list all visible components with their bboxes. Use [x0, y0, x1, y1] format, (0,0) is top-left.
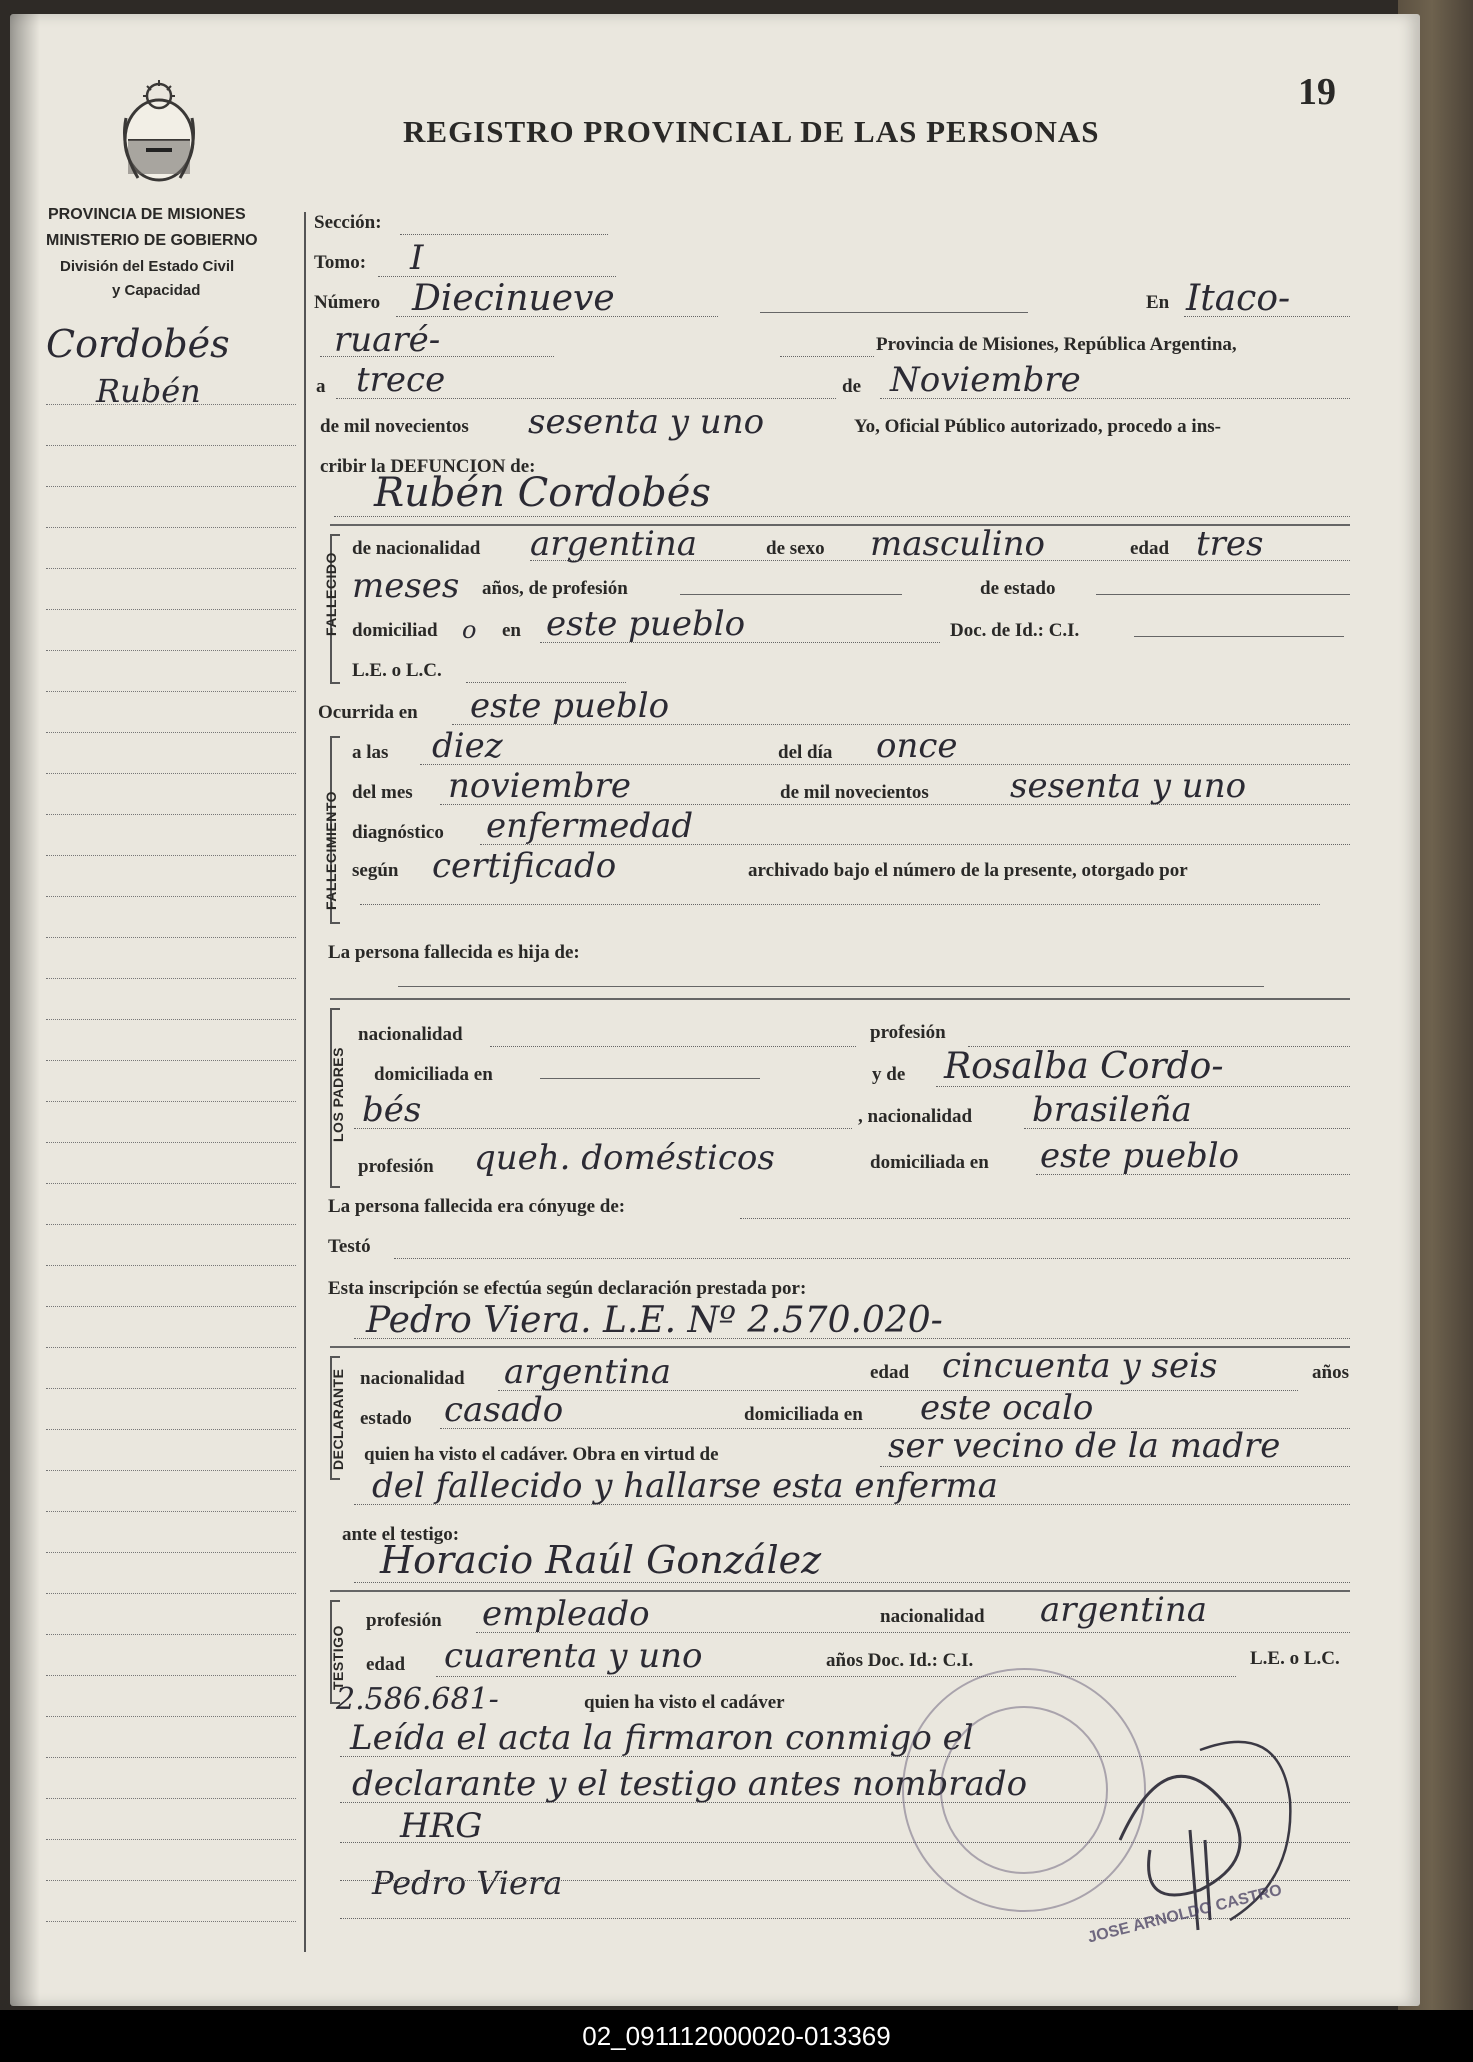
- sidebar-ruled-line: [46, 527, 296, 528]
- prof-testigo-line: [476, 1632, 1350, 1633]
- segun-line: [360, 904, 1320, 905]
- hand-prof-madre: queh. domésticos: [474, 1138, 775, 1178]
- label-nacionalidad-3: , nacionalidad: [858, 1106, 973, 1127]
- label-archivado: archivado bajo el número de la presente, otorgado por: [748, 860, 1188, 881]
- label-testo: Testó: [328, 1236, 371, 1257]
- hand-segun: certificado: [432, 846, 617, 886]
- sidebar-ruled-line: [46, 1552, 296, 1553]
- hand-leida-1: Leída el acta la firmaron conmigo el: [350, 1718, 974, 1758]
- nombre-line: [334, 516, 1350, 517]
- sidebar-ruled-line: [46, 1634, 296, 1635]
- label-de-mil: de mil novecientos: [320, 416, 469, 437]
- section-padres: LOS PADRES: [330, 1047, 346, 1142]
- sidebar-ruled-line: [46, 1388, 296, 1389]
- label-de-mil-novecientos: de mil novecientos: [780, 782, 929, 803]
- hand-edad: tres: [1196, 524, 1264, 564]
- hand-en: Itaco-: [1186, 278, 1291, 319]
- madre2-line: [354, 1128, 852, 1129]
- label-tomo: Tomo:: [314, 252, 367, 273]
- label-ocurrida: Ocurrida en: [318, 702, 418, 723]
- sidebar-ruled-line: [46, 1470, 296, 1471]
- label-conyuge: La persona fallecida era cónyuge de:: [328, 1196, 626, 1217]
- estado-line: [1096, 594, 1350, 595]
- hand-madre: Rosalba Cordo-: [944, 1046, 1224, 1087]
- section-fallecido: FALLECIDO: [323, 552, 339, 636]
- label-doc: Doc. de Id.: C.I.: [950, 620, 1080, 641]
- sidebar-ruled-line: [46, 1880, 296, 1881]
- label-a: a: [316, 376, 326, 397]
- label-del-mes: del mes: [352, 782, 413, 803]
- nacionalidad-line: [530, 560, 1350, 561]
- hand-mes: Noviembre: [890, 360, 1081, 400]
- label-edad-3: edad: [366, 1654, 406, 1675]
- hand-domicilio: este pueblo: [546, 604, 746, 644]
- virtud-line-2: [354, 1504, 1350, 1505]
- nac-madre-line: [1024, 1128, 1350, 1129]
- sidebar-ruled-line: [46, 1019, 296, 1020]
- section-testigo: TESTIGO: [330, 1625, 346, 1690]
- label-anos-2: años: [1312, 1362, 1349, 1383]
- sidebar-ruled-line: [46, 1757, 296, 1758]
- nacionalidad-2-line: [490, 1046, 856, 1047]
- label-nacionalidad: de nacionalidad: [352, 538, 481, 559]
- hand-madre-2: bés: [362, 1090, 422, 1130]
- page-number: 19: [1298, 71, 1336, 113]
- hand-estado-decl: casado: [444, 1390, 564, 1430]
- label-y-de: y de: [872, 1064, 906, 1085]
- label-inscripcion: Esta inscripción se efectúa según declaración prestada por:: [328, 1278, 807, 1299]
- hand-edad-testigo: cuarenta y uno: [444, 1636, 703, 1676]
- hand-diagnostico: enfermedad: [486, 806, 694, 846]
- label-quien-2: quien ha visto el cadáver: [584, 1692, 785, 1713]
- a-las-line: [420, 764, 1350, 765]
- label-en-2: en: [502, 620, 521, 641]
- numero-line: [396, 316, 718, 317]
- label-domiciliada-en-2: domiciliada en: [870, 1152, 989, 1173]
- en2-line-2: [780, 356, 874, 357]
- label-estado: estado: [360, 1408, 412, 1429]
- sidebar-ruled-line: [46, 1265, 296, 1266]
- hand-domiciliad-suffix: o: [462, 616, 477, 644]
- mes-line: [880, 398, 1350, 399]
- label-quien: quien ha visto el cadáver. Obra en virtud de: [364, 1444, 719, 1465]
- label-hija-de: La persona fallecida es hija de:: [328, 942, 580, 963]
- label-del-dia: del día: [778, 742, 833, 763]
- margin-rule: [304, 212, 306, 1952]
- label-domiciliada-en: domiciliada en: [374, 1064, 493, 1085]
- sidebar-capacity: y Capacidad: [112, 282, 201, 299]
- seccion-line: [400, 234, 608, 235]
- sidebar-ruled-line: [46, 1101, 296, 1102]
- hand-nac-decl: argentina: [504, 1352, 672, 1392]
- label-de-estado: de estado: [980, 578, 1056, 599]
- label-domiciliada-3: domiciliada en: [744, 1404, 863, 1425]
- hand-testigo: Horacio Raúl González: [380, 1538, 822, 1582]
- doc-line: [1134, 636, 1344, 637]
- sidebar-ruled-line: [46, 1716, 296, 1717]
- hand-meses: meses: [352, 566, 460, 606]
- sidebar-ruled-line: [46, 1224, 296, 1225]
- label-provincia: Provincia de Misiones, República Argentina,: [876, 334, 1237, 355]
- label-oficial: Yo, Oficial Público autorizado, procedo a ins-: [854, 416, 1221, 437]
- hand-declarante: Pedro Viera. L.E. Nº 2.570.020-: [366, 1300, 943, 1341]
- sidebar-ruled-line: [46, 650, 296, 651]
- hand-anio-fallecimiento: sesenta y uno: [1010, 766, 1247, 806]
- hand-virtud-1: ser vecino de la madre: [888, 1426, 1281, 1466]
- tomo-line: [378, 276, 616, 277]
- label-nacionalidad-5: nacionalidad: [880, 1606, 985, 1627]
- sidebar-ruled-line: [46, 1839, 296, 1840]
- sidebar-ministry: MINISTERIO DE GOBIERNO: [46, 232, 258, 249]
- hand-edad-decl: cincuenta y seis: [942, 1346, 1218, 1386]
- sidebar-hand-surname: Cordobés: [46, 322, 230, 366]
- hand-nac-testigo: argentina: [1040, 1590, 1208, 1630]
- sidebar-ruled-line: [46, 445, 296, 446]
- hand-dom-decl: este ocalo: [920, 1388, 1094, 1428]
- hand-numero: Diecinueve: [412, 278, 615, 319]
- label-profesion: profesión: [870, 1022, 946, 1043]
- label-segun: según: [352, 860, 399, 881]
- y-de-line: [936, 1086, 1350, 1087]
- testigo-name-line: [354, 1582, 1350, 1583]
- sidebar-ruled-line: [46, 404, 296, 405]
- sidebar-ruled-line: [46, 1429, 296, 1430]
- sidebar-ruled-line: [46, 691, 296, 692]
- label-seccion: Sección:: [314, 212, 382, 233]
- hija-line: [398, 986, 1264, 987]
- hand-leida-2: declarante y el testigo antes nombrado: [352, 1764, 1028, 1804]
- hand-nac-madre: brasileña: [1032, 1090, 1192, 1130]
- label-ante: ante el testigo:: [342, 1524, 460, 1545]
- signature-declarante: Pedro Viera: [372, 1864, 563, 1902]
- sidebar-ruled-line: [46, 1142, 296, 1143]
- sidebar-province: PROVINCIA DE MISIONES: [48, 206, 246, 223]
- sidebar-ruled-line: [46, 1593, 296, 1594]
- sidebar-ruled-line: [46, 732, 296, 733]
- hand-en2: ruaré-: [334, 320, 441, 360]
- domicilio-line: [540, 642, 940, 643]
- label-a-las: a las: [352, 742, 389, 763]
- hand-nombre: Rubén Cordobés: [374, 470, 711, 516]
- label-domiciliad: domiciliad: [352, 620, 438, 641]
- le-lc-line: [466, 682, 626, 683]
- page-title: REGISTRO PROVINCIAL DE LAS PERSONAS: [403, 114, 1100, 149]
- edad-testigo-line: [436, 1676, 1236, 1677]
- label-anos-profesion: años, de profesión: [482, 578, 628, 599]
- diagnostico-line: [480, 844, 1350, 845]
- dia-line: [336, 398, 836, 399]
- label-diagnostico: diagnóstico: [352, 822, 444, 843]
- sidebar-ruled-line: [46, 1306, 296, 1307]
- sidebar-ruled-line: [46, 1183, 296, 1184]
- sidebar-ruled-line: [46, 1060, 296, 1061]
- dom-madre-line: [1036, 1174, 1350, 1175]
- sidebar-ruled-line: [46, 937, 296, 938]
- hand-virtud-2: del fallecido y hallarse esta enferma: [372, 1466, 998, 1506]
- section-declarante: DECLARANTE: [330, 1368, 346, 1470]
- hand-sexo: masculino: [870, 524, 1046, 564]
- stamp-text: JOSE ARNOLDO CASTRO: [1086, 1881, 1284, 1947]
- sidebar-ruled-line: [46, 1921, 296, 1922]
- sidebar-ruled-line: [46, 568, 296, 569]
- sidebar-hand-name: Rubén: [96, 372, 201, 410]
- label-de-sexo: de sexo: [766, 538, 825, 559]
- testo-line: [394, 1258, 1350, 1259]
- sidebar-ruled-line: [46, 1511, 296, 1512]
- section-fallecimiento: FALLECIMIENTO: [323, 790, 339, 910]
- label-le-lc: L.E. o L.C.: [352, 660, 442, 681]
- hand-doc-testigo: 2.586.681-: [336, 1682, 499, 1717]
- sidebar-ruled-line: [46, 978, 296, 979]
- domiciliada-line: [540, 1078, 760, 1079]
- label-edad: edad: [1130, 538, 1170, 559]
- label-nacionalidad-2: nacionalidad: [358, 1024, 463, 1045]
- profesion-line: [680, 594, 902, 595]
- sidebar-ruled-line: [46, 1347, 296, 1348]
- sidebar-ruled-line: [46, 855, 296, 856]
- hand-prof-testigo: empleado: [482, 1594, 650, 1634]
- label-profesion-2: profesión: [358, 1156, 434, 1177]
- sidebar-ruled-line: [46, 773, 296, 774]
- hand-dia-fallecimiento: once: [876, 726, 958, 766]
- declarante-name-line: [354, 1338, 1350, 1339]
- hand-tomo: I: [410, 238, 424, 278]
- hand-dom-madre: este pueblo: [1040, 1136, 1240, 1176]
- label-nacionalidad-4: nacionalidad: [360, 1368, 465, 1389]
- label-de: de: [842, 376, 861, 397]
- hand-anio: sesenta y uno: [528, 402, 765, 442]
- spine-shadow: [10, 14, 40, 2006]
- sidebar-ruled-line: [46, 1798, 296, 1799]
- label-le-lc-2: L.E. o L.C.: [1250, 1648, 1340, 1669]
- label-anos-doc: años Doc. Id.: C.I.: [826, 1650, 974, 1671]
- en2-line: [320, 356, 554, 357]
- numero-line-2: [760, 312, 1028, 313]
- conyuge-line: [740, 1218, 1350, 1219]
- hand-dia: trece: [356, 360, 446, 400]
- coat-of-arms-icon: [118, 78, 200, 190]
- nac-decl-line: [498, 1390, 1298, 1391]
- hand-mes-fallecimiento: noviembre: [448, 766, 631, 806]
- hand-ocurrida: este pueblo: [470, 686, 670, 726]
- label-cribir: cribir la DEFUNCION de:: [320, 456, 536, 477]
- ocurrida-line: [452, 724, 1350, 725]
- sidebar-ruled-line: [46, 896, 296, 897]
- label-numero: Número: [314, 292, 381, 313]
- sidebar-ruled-line: [46, 814, 296, 815]
- sidebar-ruled-line: [46, 486, 296, 487]
- sidebar-ruled-line: [46, 1675, 296, 1676]
- label-profesion-3: profesión: [366, 1610, 442, 1631]
- image-footer: 02_091112000020-013369: [0, 2010, 1473, 2062]
- sidebar-ruled-line: [46, 609, 296, 610]
- hand-nacionalidad: argentina: [530, 524, 698, 564]
- label-en: En: [1146, 292, 1170, 313]
- signature-testigo: HRG: [400, 1806, 483, 1846]
- padres-top-rule: [330, 998, 1350, 1000]
- sidebar-division: División del Estado Civil: [60, 258, 235, 275]
- del-mes-line: [440, 804, 1350, 805]
- hand-hora: diez: [432, 726, 503, 766]
- label-edad-2: edad: [870, 1362, 910, 1383]
- en-line: [1184, 316, 1350, 317]
